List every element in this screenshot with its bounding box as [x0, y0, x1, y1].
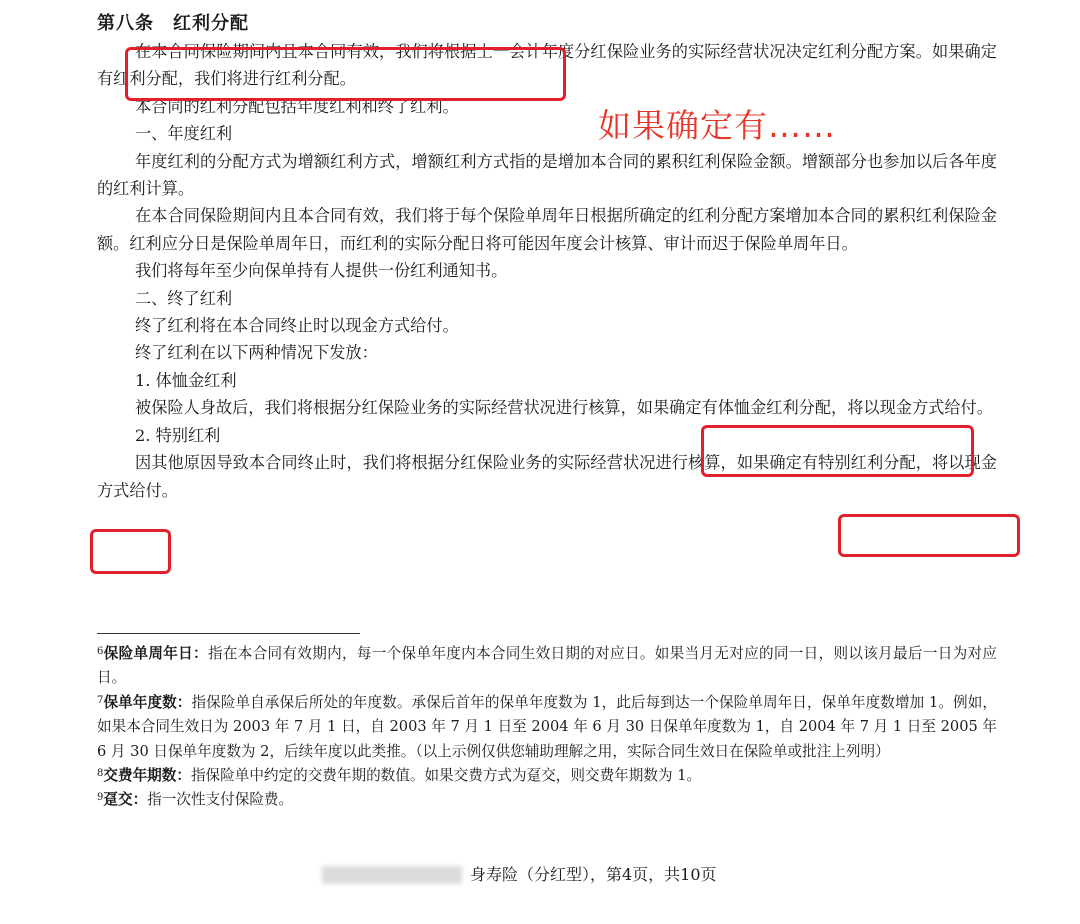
section-heading: 一、年度红利	[135, 124, 233, 144]
footnote: $^7$保单年度数：指保险单自承保后所处的年度数。承保后首年的保单年度数为 1，此后每到达一个保险单周年日，保单年度数增加 1。例如，如果本合同生效日为 2003 年 7 月 1 日，自 2003 年 7 月 1 日至 2004 年 6 月 30 日保单年度数为 1，自 2004 年 7 月 1 日至 2005 年 6 月 30 日保单年度数为 2，后续年度以此类推。（以上示例仅供您辅助理解之用，实际合同生效日在保险单或批注上列明）	[97, 693, 997, 760]
paragraph: 在本合同保险期间内且本合同有效，我们将于每个保险单周年日根据所确定的红利分配方案增加本合同的累积红利保险金额。红利应分日是保险单周年日，而红利的实际分配日将可能因年度会计核算、审计而迟于保险单周年日。	[97, 206, 997, 253]
highlight-box-special-dividend-b	[90, 529, 171, 574]
paragraph: 因其他原因导致本合同终止时，我们将根据分红保险业务的实际经营状况进行核算，如果确定有特别红利分配，将以现金方式给付。	[97, 453, 997, 500]
footnote-divider	[97, 633, 360, 634]
paragraph: 终了红利将在本合同终止时以现金方式给付。	[135, 316, 459, 336]
footnote: $^9$趸交：指一次性支付保险费。	[97, 791, 294, 809]
paragraph: 在本合同保险期间内且本合同有效，我们将根据上一会计年度分红保险业务的实际经营状况决定红利分配方案。如果确定有红利分配，我们将进行红利分配。	[97, 42, 997, 89]
highlight-box-dividend-plan	[125, 47, 566, 101]
section-heading: 二、终了红利	[135, 288, 233, 308]
paragraph: 本合同的红利分配包括年度红利和终了红利。	[135, 96, 459, 116]
annotation-callout: 如果确定有……	[598, 106, 836, 145]
subsection-heading: 2. 特别红利	[135, 425, 221, 445]
highlight-box-special-dividend-a	[838, 514, 1020, 557]
paragraph: 终了红利在以下两种情况下发放：	[135, 343, 378, 363]
paragraph: 我们将每年至少向保单持有人提供一份红利通知书。	[135, 261, 508, 281]
footnote: $^8$交费年期数：指保险单中约定的交费年期的数值。如果交费方式为趸交，则交费年期数为 1。	[97, 767, 702, 785]
paragraph: 被保险人身故后，我们将根据分红保险业务的实际经营状况进行核算，如果确定有体恤金红利分配，将以现金方式给付。	[135, 398, 993, 418]
page-footer: 身寿险（分红型），第4页，共10页	[470, 865, 717, 884]
subsection-heading: 1. 体恤金红利	[135, 370, 237, 390]
footnote: $^6$保险单周年日：指在本合同有效期内，每一个保单年度内本合同生效日期的对应日。如果当月无对应的同一日，则以该月最后一日为对应日。	[97, 645, 997, 687]
footnotes	[97, 642, 997, 813]
highlight-box-compassion-dividend	[701, 425, 974, 477]
paragraph: 年度红利的分配方式为增额红利方式，增额红利方式指的是增加本合同的累积红利保险金额。增额部分也参加以后各年度的红利计算。	[97, 151, 997, 199]
redacted-product-name	[322, 866, 462, 884]
article-title: 第八条 红利分配	[97, 13, 249, 34]
